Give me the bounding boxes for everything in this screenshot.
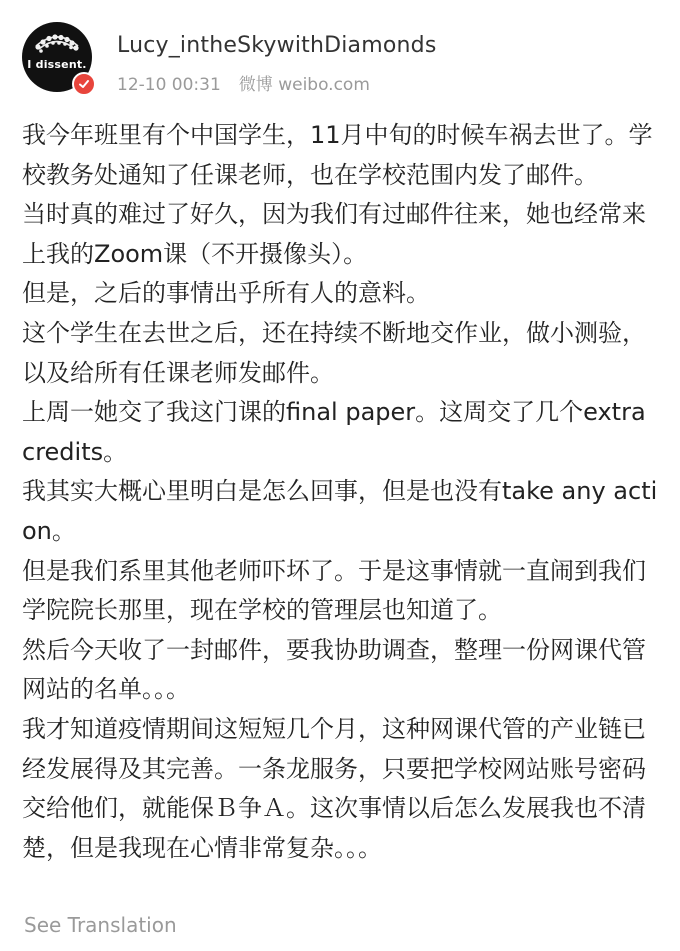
see-translation-link[interactable]: See Translation (24, 913, 177, 937)
post-paragraph: 这个学生在去世之后，还在持续不断地交作业，做小测验，以及给所有任课老师发邮件。 (22, 318, 646, 387)
post-paragraph: 当时真的难过了好久，因为我们有过邮件往来，她也经常来上我的Zoom课（不开摄像头）。 (22, 200, 646, 268)
post-paragraph: 上周一她交了我这门课的final paper。这周交了几个extra credits。 (22, 398, 646, 466)
username-link[interactable]: Lucy_intheSkywithDiamonds (117, 33, 437, 58)
avatar-text: I dissent. (27, 58, 87, 71)
post-paragraph: 但是，之后的事情出乎所有人的意料。 (22, 279, 430, 308)
post-meta (117, 70, 370, 95)
post-paragraph: 然后今天收了一封邮件，要我协助调查，整理一份网课代管网站的名单。。。 (22, 635, 646, 704)
post-paragraph: 我其实大概心里明白是怎么回事，但是也没有take any action。 (22, 477, 658, 545)
post-paragraph: 我才知道疫情期间这短短几个月，这种网课代管的产业链已经发展得及其完善。一条龙服务，只要把学校网站账号密码交给他们，就能保Ｂ争Ａ。这次事情以后怎么发展我也不清楚，但是我现在心情非常复杂。。。 (22, 714, 646, 862)
post-source: 微博 weibo.com (238, 75, 370, 95)
post-header (22, 22, 660, 102)
avatar[interactable] (22, 22, 98, 98)
verified-badge-icon (72, 72, 96, 96)
post-time: 12-10 00:31 (117, 75, 221, 95)
post-paragraph: 但是我们系里其他老师吓坏了。于是这事情就一直闹到我们学院院长那里，现在学校的管理层也知道了。 (22, 556, 646, 625)
post-paragraph: 我今年班里有个中国学生，11月中旬的时候车祸去世了。学校教务处通知了任课老师，也在学校范围内发了邮件。 (22, 121, 653, 189)
post-body (22, 116, 662, 868)
